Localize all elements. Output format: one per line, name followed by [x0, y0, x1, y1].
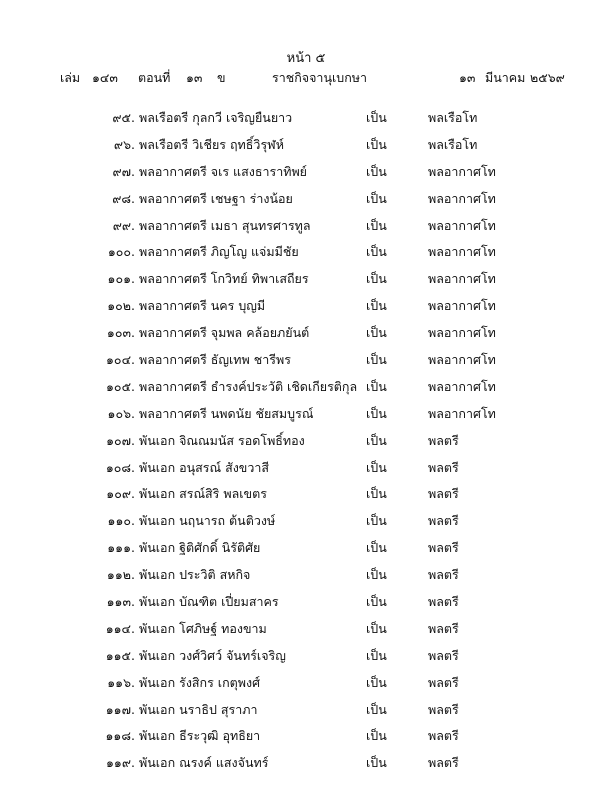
connector-word: เป็น	[366, 567, 387, 583]
list-item	[0, 722, 612, 749]
officer-name: พันเอก บัณฑิต เปี่ยมสาคร	[139, 594, 279, 610]
list-item	[0, 346, 612, 373]
connector-word: เป็น	[366, 405, 387, 421]
entry-number: ๑๑๐.	[107, 513, 135, 529]
new-rank: พลตรี	[428, 647, 459, 663]
connector-word: เป็น	[366, 620, 387, 636]
list-item	[0, 696, 612, 723]
entry-number: ๑๐๙.	[106, 486, 135, 502]
running-header	[60, 68, 565, 86]
list-item	[0, 615, 612, 642]
new-rank: พลอากาศโท	[428, 244, 496, 260]
officer-name: พลอากาศตรี โกวิทย์ ทิพาเสถียร	[139, 271, 309, 287]
list-item	[0, 427, 612, 454]
officer-name: พันเอก ณรงค์ แสงจันทร์	[139, 755, 269, 771]
officer-name: พันเอก นราธิป สุราภา	[139, 701, 258, 717]
officer-name: พันเอก ธีระวุฒิ อุทธิยา	[139, 728, 261, 744]
connector-word: เป็น	[366, 136, 387, 152]
officer-name: พันเอก วงศ์วิศว์ จันทร์เจริญ	[139, 647, 286, 663]
connector-word: เป็น	[366, 190, 387, 206]
connector-word: เป็น	[366, 325, 387, 341]
officer-name: พลอากาศตรี ภิญโญ แจ่มมีชัย	[139, 244, 299, 260]
entry-number: ๑๑๗.	[105, 701, 135, 717]
entry-number: ๙๗.	[112, 163, 135, 179]
connector-word: เป็น	[366, 163, 387, 179]
list-item	[0, 265, 612, 292]
list-item	[0, 319, 612, 346]
entry-number: ๑๐๕.	[106, 378, 135, 394]
connector-word: เป็น	[366, 352, 387, 368]
date-year: ๒๕๖๙	[530, 70, 565, 85]
new-rank: พลอากาศโท	[428, 271, 496, 287]
connector-word: เป็น	[366, 378, 387, 394]
officer-name: พลอากาศตรี นคร บุญมี	[139, 298, 266, 314]
list-item	[0, 185, 612, 212]
connector-word: เป็น	[366, 459, 387, 475]
connector-word: เป็น	[366, 244, 387, 260]
entry-number: ๑๐๓.	[106, 325, 135, 341]
new-rank: พลตรี	[428, 486, 459, 502]
new-rank: พลตรี	[428, 755, 459, 771]
entry-number: ๑๐๐.	[107, 244, 135, 260]
connector-word: เป็น	[366, 271, 387, 287]
new-rank: พลอากาศโท	[428, 217, 496, 233]
entry-number: ๑๐๑.	[107, 271, 135, 287]
list-item	[0, 131, 612, 158]
entry-number: ๙๕.	[112, 110, 135, 125]
date-month: มีนาคม	[485, 70, 526, 85]
entry-number: ๑๑๘.	[105, 728, 135, 744]
volume-number: ๑๔๓	[92, 70, 118, 85]
officer-name: พันเอก โศภิษฐ์ ทองขาม	[139, 620, 267, 636]
list-item	[0, 749, 612, 776]
officer-name: พลอากาศตรี เชษฐา ร่างน้อย	[139, 190, 293, 206]
entry-number: ๑๑๑.	[107, 540, 135, 556]
connector-word: เป็น	[366, 110, 387, 125]
promotion-list	[0, 104, 612, 776]
entry-number: ๑๑๖.	[107, 674, 135, 690]
entry-number: ๙๖.	[113, 136, 135, 152]
new-rank: พลตรี	[428, 594, 459, 610]
entry-number: ๑๑๙.	[106, 755, 135, 771]
list-item	[0, 669, 612, 696]
officer-name: พลอากาศตรี นพดนัย ชัยสมบูรณ์	[139, 405, 314, 421]
officer-name: พลเรือตรี วิเชียร ฤทธิ์วิรุฬห์	[139, 136, 284, 152]
officer-name: พลอากาศตรี จุมพล คล้อยภยันต์	[139, 325, 310, 341]
issue-label: ตอนที่	[138, 70, 171, 85]
connector-word: เป็น	[366, 513, 387, 529]
entry-number: ๑๐๘.	[105, 459, 135, 475]
officer-name: พันเอก ฐิติศักดิ์ นิรัติศัย	[139, 540, 261, 556]
issue-number: ๑๓	[186, 70, 203, 85]
list-item	[0, 212, 612, 239]
new-rank: พลตรี	[428, 728, 459, 744]
list-item	[0, 588, 612, 615]
entry-number: ๑๐๖.	[107, 405, 135, 421]
list-item	[0, 454, 612, 481]
connector-word: เป็น	[366, 540, 387, 556]
new-rank: พลอากาศโท	[428, 325, 496, 341]
date-day: ๑๓	[459, 70, 476, 85]
officer-name: พลอากาศตรี ธัญเทพ ชารีพร	[139, 352, 291, 368]
new-rank: พลตรี	[428, 513, 459, 529]
list-item	[0, 507, 612, 534]
connector-word: เป็น	[366, 755, 387, 771]
officer-name: พันเอก นฤนารถ ต้นติวงษ์	[139, 513, 276, 529]
list-item	[0, 642, 612, 669]
new-rank: พลตรี	[428, 701, 459, 717]
officer-name: พลอากาศตรี จเร แสงธาราทิพย์	[139, 163, 308, 179]
entry-number: ๙๘.	[112, 190, 135, 206]
new-rank: พลตรี	[428, 432, 459, 448]
connector-word: เป็น	[366, 486, 387, 502]
page-number: หน้า ๕	[286, 51, 326, 66]
entry-number: ๑๐๔.	[106, 352, 135, 368]
officer-name: พลอากาศตรี เมธา สุนทรศารทูล	[139, 217, 311, 233]
entry-number: ๙๙.	[112, 217, 135, 233]
volume-label: เล่ม	[60, 70, 81, 85]
gazette-title: ราชกิจจานุเบกษา	[272, 70, 368, 85]
connector-word: เป็น	[366, 728, 387, 744]
entry-number: ๑๑๒.	[106, 567, 135, 583]
list-item	[0, 104, 612, 131]
list-item	[0, 400, 612, 427]
new-rank: พลตรี	[428, 620, 459, 636]
list-item	[0, 158, 612, 185]
list-item	[0, 292, 612, 319]
new-rank: พลตรี	[428, 540, 459, 556]
new-rank: พลตรี	[428, 674, 459, 690]
officer-name: พันเอก ประวิติ สหกิจ	[139, 567, 251, 583]
new-rank: พลเรือโท	[428, 136, 478, 152]
officer-name: พลอากาศตรี ธำรงค์ประวัติ เชิดเกียรติกุล	[139, 378, 358, 394]
entry-number: ๑๑๕.	[105, 647, 135, 663]
connector-word: เป็น	[366, 647, 387, 663]
entry-number: ๑๐๒.	[107, 298, 135, 314]
new-rank: พลอากาศโท	[428, 298, 496, 314]
new-rank: พลตรี	[428, 567, 459, 583]
list-item	[0, 480, 612, 507]
officer-name: พันเอก สรณ์สิริ พลเขตร	[139, 486, 267, 502]
entry-number: ๑๑๓.	[106, 594, 135, 610]
connector-word: เป็น	[366, 298, 387, 314]
list-item	[0, 238, 612, 265]
new-rank: พลอากาศโท	[428, 190, 496, 206]
new-rank: พลอากาศโท	[428, 352, 496, 368]
officer-name: พันเอก อนุสรณ์ สังขวาสี	[139, 459, 270, 475]
list-item	[0, 534, 612, 561]
connector-word: เป็น	[366, 432, 387, 448]
new-rank: พลอากาศโท	[428, 405, 496, 421]
officer-name: พลเรือตรี กุลกวี เจริญยืนยาว	[139, 110, 293, 125]
connector-word: เป็น	[366, 217, 387, 233]
new-rank: พลเรือโท	[428, 110, 478, 125]
list-item	[0, 561, 612, 588]
officer-name: พันเอก รังสิกร เกตุพงศ์	[139, 674, 261, 690]
connector-word: เป็น	[366, 594, 387, 610]
section-letter: ข	[217, 70, 226, 85]
entry-number: ๑๐๗.	[106, 432, 135, 448]
new-rank: พลอากาศโท	[428, 163, 496, 179]
list-item	[0, 373, 612, 400]
connector-word: เป็น	[366, 701, 387, 717]
new-rank: พลอากาศโท	[428, 378, 496, 394]
entry-number: ๑๑๔.	[105, 620, 135, 636]
new-rank: พลตรี	[428, 459, 459, 475]
officer-name: พันเอก จิณณมนัส รอดโพธิ์ทอง	[139, 432, 305, 448]
connector-word: เป็น	[366, 674, 387, 690]
